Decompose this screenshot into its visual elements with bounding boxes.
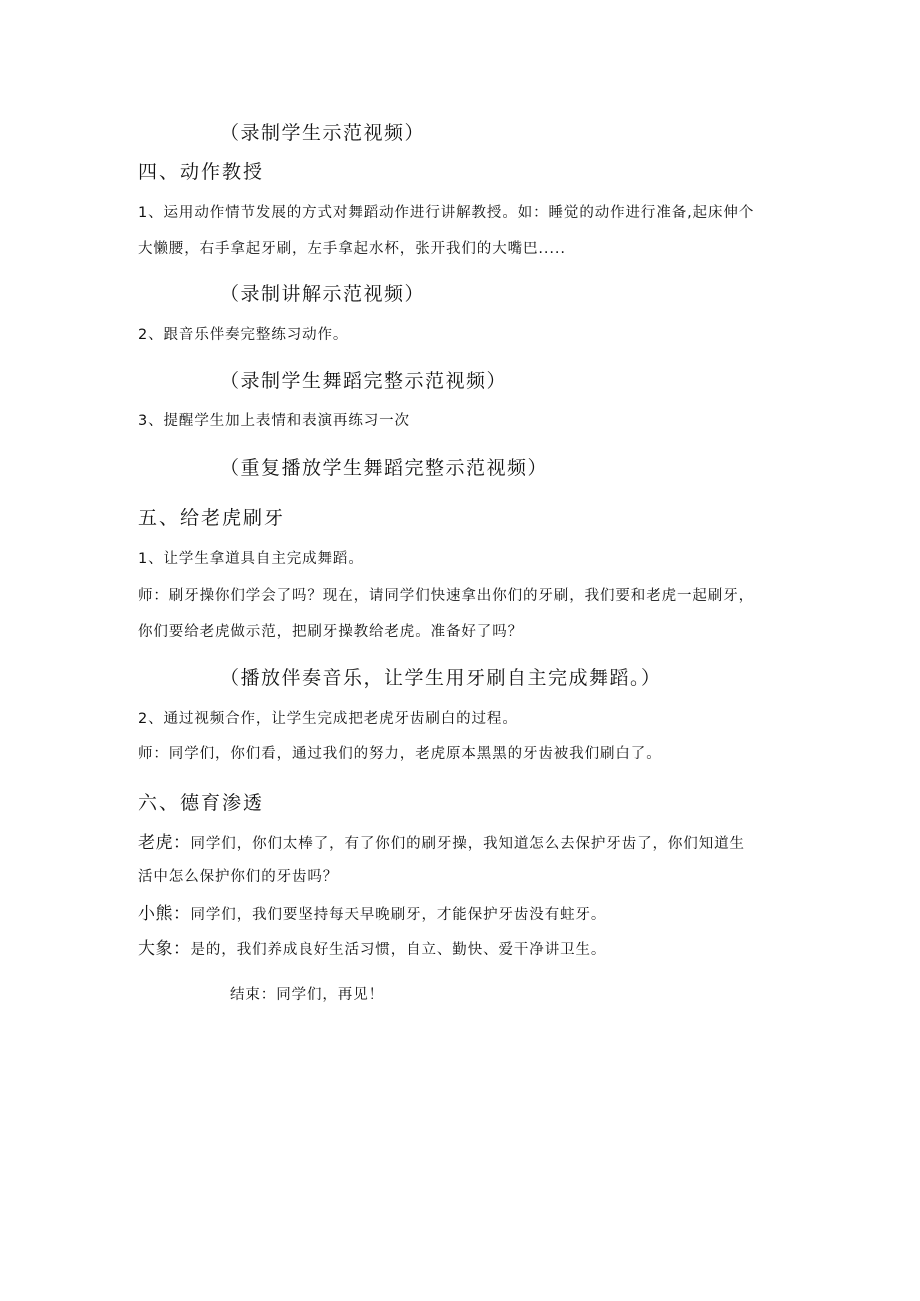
section-5-teacher-1-line-2: 你们要给老虎做示范，把刷牙操教给老虎。准备好了吗？ [138,624,523,640]
speaker-elephant: 大象： [138,939,191,959]
tiger-line-1: 同学们，你们太棒了，有了你们的刷牙操，我知道怎么去保护牙齿了，你们知道生 [190,836,745,852]
dialogue-tiger [138,835,745,852]
dialogue-bear [138,906,606,923]
bear-line: 同学们，我们要坚持每天早晚刷牙，才能保护牙齿没有蛀牙。 [190,907,607,923]
section-5-item-1: 1、让学生拿道具自主完成舞蹈。 [138,551,364,567]
speaker-tiger: 老虎： [138,833,191,853]
section-5-teacher-2: 师：同学们，你们看，通过我们的努力，老虎原本黑黑的牙齿被我们刷白了。 [138,746,662,762]
section-5-title: 五、给老虎刷牙 [138,507,286,529]
speaker-bear: 小熊： [138,904,191,924]
note-replay-dance-video: （重复播放学生舞蹈完整示范视频） [220,457,549,479]
note-record-dance-video: （录制学生舞蹈完整示范视频） [220,370,508,392]
elephant-line: 是的，我们养成良好生活习惯，自立、勤快、爱干净讲卫生。 [190,942,607,958]
ending-line: 结束：同学们，再见！ [230,987,384,1003]
note-record-explain-video: （录制讲解示范视频） [220,283,426,305]
section-4-item-3: 3、提醒学生加上表情和表演再练习一次 [138,413,410,429]
note-play-music: （播放伴奏音乐，让学生用牙刷自主完成舞蹈。） [220,667,662,689]
section-4-item-1-line-2: 大懒腰，右手拿起牙刷，左手拿起水杯，张开我们的大嘴巴..... [138,241,566,257]
section-5-item-2: 2、通过视频合作，让学生完成把老虎牙齿刷白的过程。 [138,711,518,727]
note-record-student-video: （录制学生示范视频） [220,122,426,144]
dialogue-elephant [138,941,606,958]
section-4-title: 四、动作教授 [138,161,265,183]
section-4-item-1-line-1: 1、运用动作情节发展的方式对舞蹈动作进行讲解教授。如：睡觉的动作进行准备,起床伸个 [138,205,755,221]
section-4-item-2: 2、跟音乐伴奏完整练习动作。 [138,327,349,343]
tiger-line-2: 活中怎么保护你们的牙齿吗？ [138,869,339,885]
section-6-title: 六、德育渗透 [138,792,265,814]
section-5-teacher-1-line-1: 师：刷牙操你们学会了吗？现在，请同学们快速拿出你们的牙刷，我们要和老虎一起刷牙， [138,588,754,604]
